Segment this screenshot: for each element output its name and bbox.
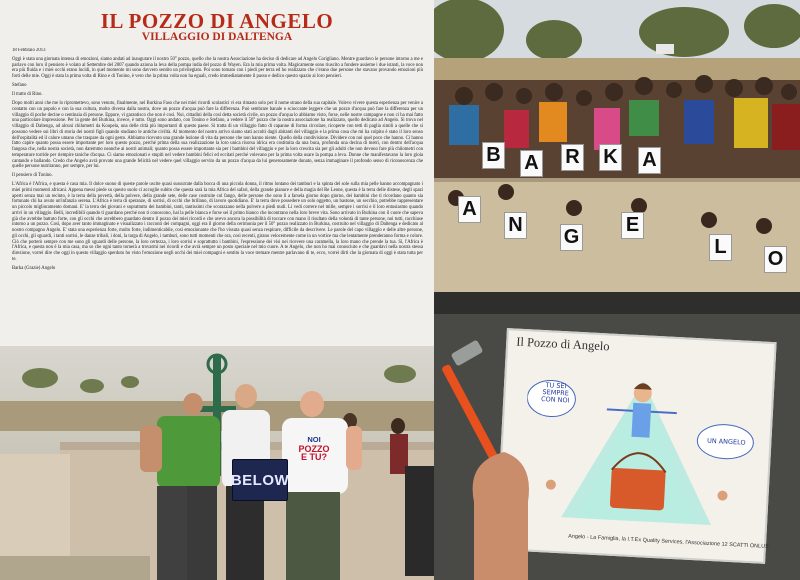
- letter-card: R: [561, 144, 584, 171]
- sign-below-text: BELOW: [230, 471, 290, 489]
- letter-card: N: [504, 212, 527, 239]
- letter-card: K: [599, 144, 622, 171]
- plaque-title: Il Pozzo di Angelo: [515, 334, 610, 354]
- photo-children-barka-angelo: [434, 0, 800, 292]
- hand: [473, 452, 529, 580]
- article-subtitle: VILLAGGIO DI DALTENGA: [141, 31, 293, 43]
- letter-card: B: [482, 142, 505, 169]
- bubble-right-text: UN ANGELO: [706, 436, 746, 447]
- tshirt-line: NOI: [307, 435, 321, 444]
- plaque-footer: Angelo - La Famiglia, la I.T.Ex Quality Services, l'Associazione 12 SCATTI ONLUS: [568, 533, 769, 551]
- photo-plaque: [434, 292, 800, 580]
- bubble-line: TU SEI: [545, 381, 567, 391]
- letter-card: A: [638, 147, 661, 174]
- article-date: 18 Febbraio 2013: [12, 48, 46, 53]
- photo-scene: [0, 346, 434, 580]
- letter-card: O: [764, 246, 787, 273]
- letter-card: A: [458, 196, 481, 223]
- article-section-heading: Il tratto di Rino.: [12, 92, 43, 98]
- article-paragraph: Oggi è stata una giornata intensa di emozioni, siamo andati ad inaugurare il nostro 50° pozzo, quello che la nostra Associazione ha deciso di dedicare ad Angelo Corigliano. Mentre guardavo le persone intorno a me e parlavo con loro il pensiero è volato al Settembre del 2007 quando aziona la leva della pompa india del pozzo di Wayen. Era la mia prima volta. Magicamente sono riuscito a fondere assieme i due istanti, la voce non era più fluida e i miei occhi erano lucidi, in quel momento mi sono davvero sentito un privilegiato. Poi sono tornato con i piedi per terra ed ho realizzato che c'erano due persone che stavano provando emozioni più forti delle mie. Oggi è stata la prima volta di Rino e di Tonino, è vero che la prima volta non ha eguali, credo immediatamente il passo e dedico questo spazio ai loro pensieri.: [12, 56, 423, 80]
- article-title: IL POZZO DI ANGELO: [100, 9, 334, 33]
- hammer-and-hand: [434, 292, 800, 580]
- article-paragraph: Dopo molti anni che me lo ripromettevo, sono venuto, finalmente, nel Burkina Faso che nei miei ricordi scolastici vi era rimasto solo per il nome strano della sua capitale. Volevo vivere questa esperienza per venire a contatto con un popolo e con la sua cultura, molto diversa dalla nostra, dove un pozzo d'acqua può fare la differenza. Può sembrare banale o scioccante leggere che un pozzo d'acqua può fare la differenza per un villaggio di poche decine o centinaia di persone. Eppure, vi garantisco che non è così. Noi, cittadini della così detta società civile, un pozzo d'acqua lo abbiamo visto, forse, nelle nostre campagne e non ci ha mai fatto una particolare impressione. Per la gente del Burkina, invece, è tutto. Oggi sono andato, con Tonino e Stefano, a vedere il 50° pozzo che la nostra associazione ha realizzato, quello dedicato ad Angelo. Si trova nel villaggio di Daltenga, ad alcuni chilometri da Koupela, una delle città più importanti di questo paese. Si tratta di un villaggio fatto di capanne di forma circolare, ricoperte con tetti di paglia simili a quelle che si possono vedere sui libri di storia dei nostri figli quando studiano le antiche civiltà. Al momento del nostro arrivo siamo stati accolti dagli abitanti del villaggio e la prima cosa che mi ha colpito è stato il loro senso dell'ospitalità ed il calore umano che traspare da ogni gesto. Abbiamo ricevuto una grande lezione di vita da persone che non hanno niente. Quello della condivisione. Dividere con noi quel poco che hanno. Ci hanno fatto capire quanto possa essere importante per loro questo pozzo, perché prima della sua realizzazione la loro unica risorsa idrica era costituita da una buca, profonda una decina di metri, con dentro dell'acqua fangosa che, nella nostra società, non daremmo neanche ai nostri animali; quanto possa essere importante sia per i bambini del villaggio e per la loro crescita sia per gli adulti che non devono fare più chilometri con temperature torride per riempire taniche d'acqua. Ci siamo emozionati e stupiti nel vedere bambini felici ed eccitati perché volevano per la prima volta usare la pompa a leva. Donne che manifestavano la loro gioia cantando e ballando. Credo che Angelo avrà provato una grande felicità nel vedere quel villaggio servito da un pozzo d'acqua da lui generosamente donato, senza immaginare il profondo senso di riconoscenza che quelle persone nutriranno, per sempre, per lui.: [12, 101, 423, 170]
- bubble-line: CON NOI: [540, 394, 570, 405]
- letter-card: A: [520, 150, 543, 177]
- article-paragraph: L'Africa è l'Africa, e questa è casa mia. Il dolce suono di queste parole uscite quasi sussurrate dalla bocca di una piccola donna, il ritmo lontano dei tamburi e la spinta del sole sulla mia pelle hanno accompagnato i miei primi momenti africani. Appena messi piede su questo suolo ci accoglie subito che questa sarà la mia Africa del safari, della grande pianure e della magia del Re Leone, questa è la terra delle distese, degli spazi aperti senza mai un recinto, è la terra della povertà, della polvere, della grande sete, delle case costruite col fango, delle persone che sono lì a farsela giorno dopo giorno, dei bambini che ti ricordano quanto sia fortunato chi ha avuto un'infanzia serena. L'Africa è terra di speranze, di sorrisi, di occhi che brillano, di lavoro quotidiano. E' la terra dove possedere un solo oggetto, un bastone, un secchio, potrebbe rappresentare un piccolo miglioramento domani. E' la terra dei giovani e soprattutto dei bambini, tanti, tantissimi che scorazzano nella polvere a piedi nudi. Li vedi correre nel mille, sempre i sorrisi e il loro entusiasmo quando arrivi in un villaggio. Belli, incredibili quando ti guardano perché non ti conoscono, hai la pelle bianca e forse sei il primo bianco che incontrano nella loro breve vita. Sono arrivato in Burkina con il cuore che sapeva già che avrebbe battuto forte, con gli occhi che avrebbero guardato dentro il pozzo dei miei ricordi e che avevo ancora la possibilità di toccare con mano il risultato della volontà di tante persone, noi tutti, racchiuse intorno a un pozzo. Così, dopo aver tanto immaginato e visualizzato i racconti dei compagni, oggi era il giorno della cerimonia per il 50° pozzo realizzato in Burkina, costruito nel villaggio di Daltenga e dedicato al nostro compagno Angelo. E' stata una esperienza forte, molto forte, indimenticabile, così emozionante che l'ho vissuta quasi senza respirare, difficile da descrivere. Le parole del capo villaggio e delle altre persone, gli occhi, gli sguardi, i tanti sorrisi, le danze tribali, i doni, la targa di Angelo, i tamburi, sono tutti momenti che ora, così recenti, girano velocemente come in un vortice ma che lentamente prenderanno forma e colore. Ciò che porterò sempre con me sono gli sguardi delle persone, la loro certezza, i loro sorrisi e soprattutto i bambini, l'espressione dei visi nei ricevere una caramella, la loro mano che prende la tua. Sì, l'Africa è l'Africa, e questa non è la mia casa, ma so che ogni tanto tornerà a trovarmi nei ricordi e che avrà sempre un posto speciale nel mio cuore. A te Angelo, che non ho mai conosciuto e che guardavi nella nostra stessa direzione, vorrei dire che oggi in questo villaggio sperduto ho visto l'emozione negli occhi dei miei compagni e sentito la voce tremare mentre parlavano di te, ecco, vorrei dirti che la giornata di oggi è stata tutta per te.: [12, 182, 423, 262]
- letter-card: E: [621, 212, 644, 239]
- sign-below: [232, 459, 288, 501]
- photo-three-men-at-well: [0, 346, 434, 580]
- hammer-icon: [441, 339, 501, 465]
- article-section-heading: Il pensiero di Tonino.: [12, 173, 53, 179]
- tshirt-line: POZZO: [298, 443, 330, 454]
- letter-card: L: [709, 234, 732, 261]
- tshirt-slogan: [294, 436, 334, 462]
- article-body: [12, 48, 423, 346]
- letter-card: G: [560, 224, 583, 251]
- bubble-line: SEMPRE: [542, 388, 570, 398]
- article-signature: Barka (Grazie) Angelo: [12, 265, 56, 271]
- tshirt-line: E TU?: [301, 452, 327, 462]
- article-signature: Stefano: [12, 83, 27, 89]
